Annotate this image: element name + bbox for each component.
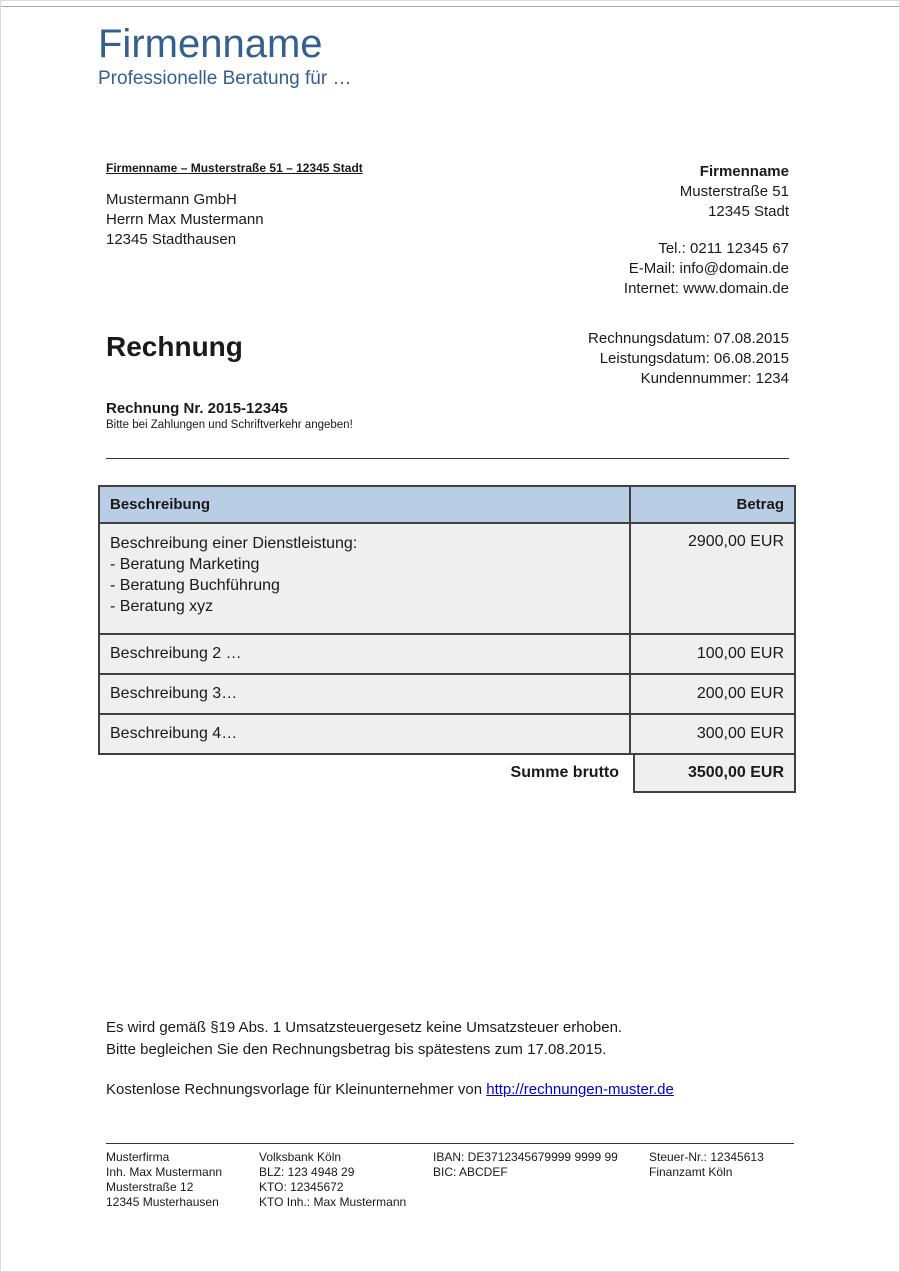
invoice-date: Rechnungsdatum: 07.08.2015 <box>588 330 789 347</box>
document-title: Rechnung <box>106 331 243 362</box>
footer-line: Inh. Max Mustermann <box>106 1165 223 1179</box>
customer-number: Kundennummer: 1234 <box>640 370 789 387</box>
invoice-number-note: Bitte bei Zahlungen und Schriftverkehr angeben! <box>106 419 353 431</box>
footer-line: IBAN: DE3712345679999 9999 99 <box>433 1150 618 1164</box>
sender-return-address: Firmenname – Musterstraße 51 – 12345 Stadt <box>106 161 363 175</box>
table-row <box>100 673 794 713</box>
tax-exemption-note: Es wird gemäß §19 Abs. 1 Umsatzsteuergesetz keine Umsatzsteuer erhoben. <box>106 1019 623 1036</box>
recipient-line: 12345 Stadthausen <box>106 231 237 248</box>
legal-notes <box>106 1017 622 1061</box>
invoice-number: Rechnung Nr. 2015-12345 <box>106 400 288 417</box>
company-tagline: Professionelle Beratung für … <box>98 68 352 89</box>
brand-header <box>98 21 351 91</box>
invoice-meta-block <box>588 329 789 389</box>
footer-line: KTO Inh.: Max Mustermann <box>259 1195 407 1209</box>
table-row <box>100 633 794 673</box>
footer-line: Volksbank Köln <box>259 1150 342 1164</box>
item-description: Beschreibung 4… <box>100 715 631 753</box>
recipient-line: Mustermann GmbH <box>106 191 237 208</box>
recipient-address-block <box>106 190 264 250</box>
item-description-line: - Beratung xyz <box>110 598 214 615</box>
service-date: Leistungsdatum: 06.08.2015 <box>599 350 789 367</box>
item-description: Beschreibung 3… <box>100 675 631 713</box>
table-header-row <box>100 487 794 522</box>
item-amount: 2900,00 EUR <box>687 533 784 550</box>
footer-tax-column <box>649 1150 764 1180</box>
item-description-line: - Beratung Marketing <box>110 556 260 573</box>
company-logo-text: Firmenname <box>98 22 323 66</box>
recipient-line: Herrn Max Mustermann <box>106 211 264 228</box>
company-address-line: Musterstraße 51 <box>679 183 789 200</box>
item-amount: 300,00 EUR <box>696 725 784 742</box>
item-amount: 100,00 EUR <box>696 645 784 662</box>
line-items-table <box>98 485 796 755</box>
item-description-line: Beschreibung einer Dienstleistung: <box>110 535 358 552</box>
footer-bank-column <box>259 1150 406 1210</box>
footer-company-column <box>106 1150 222 1210</box>
table-row <box>100 713 794 753</box>
company-address-block <box>624 162 789 299</box>
top-divider <box>1 6 899 7</box>
item-description: Beschreibung 2 … <box>100 635 631 673</box>
footer-line: Steuer-Nr.: 12345613 <box>649 1150 764 1164</box>
footer-line: Finanzamt Köln <box>649 1165 733 1179</box>
footer-line: Musterfirma <box>106 1150 170 1164</box>
footer-line: Musterstraße 12 <box>106 1180 194 1194</box>
footer-line: BLZ: 123 4948 29 <box>259 1165 355 1179</box>
footer-line: 12345 Musterhausen <box>106 1195 219 1209</box>
company-address-line: 12345 Stadt <box>708 203 789 220</box>
template-promo-line <box>106 1081 674 1098</box>
section-divider <box>106 458 789 459</box>
footer-divider <box>106 1143 794 1144</box>
item-description <box>100 524 631 633</box>
line-items-section <box>98 485 796 793</box>
footer-iban-column <box>433 1150 618 1180</box>
total-amount: 3500,00 EUR <box>633 755 796 793</box>
column-header-amount: Betrag <box>736 496 784 513</box>
company-email: E-Mail: info@domain.de <box>628 260 789 277</box>
total-label: Summe brutto <box>510 764 619 781</box>
total-row <box>98 755 796 793</box>
item-description-line: - Beratung Buchführung <box>110 577 280 594</box>
promo-text: Kostenlose Rechnungsvorlage für Kleinunternehmer von <box>106 1081 487 1098</box>
table-row <box>100 522 794 633</box>
company-website: Internet: www.domain.de <box>623 280 789 297</box>
footer-line: BIC: ABCDEF <box>433 1165 508 1179</box>
company-phone: Tel.: 0211 12345 67 <box>658 240 789 257</box>
payment-due-note: Bitte begleichen Sie den Rechnungsbetrag bis spätestens zum 17.08.2015. <box>106 1041 607 1058</box>
template-source-link[interactable]: http://rechnungen-muster.de <box>486 1081 674 1098</box>
item-amount: 200,00 EUR <box>696 685 784 702</box>
column-header-description: Beschreibung <box>100 487 631 522</box>
company-name: Firmenname <box>699 163 789 180</box>
footer-line: KTO: 12345672 <box>259 1180 344 1194</box>
